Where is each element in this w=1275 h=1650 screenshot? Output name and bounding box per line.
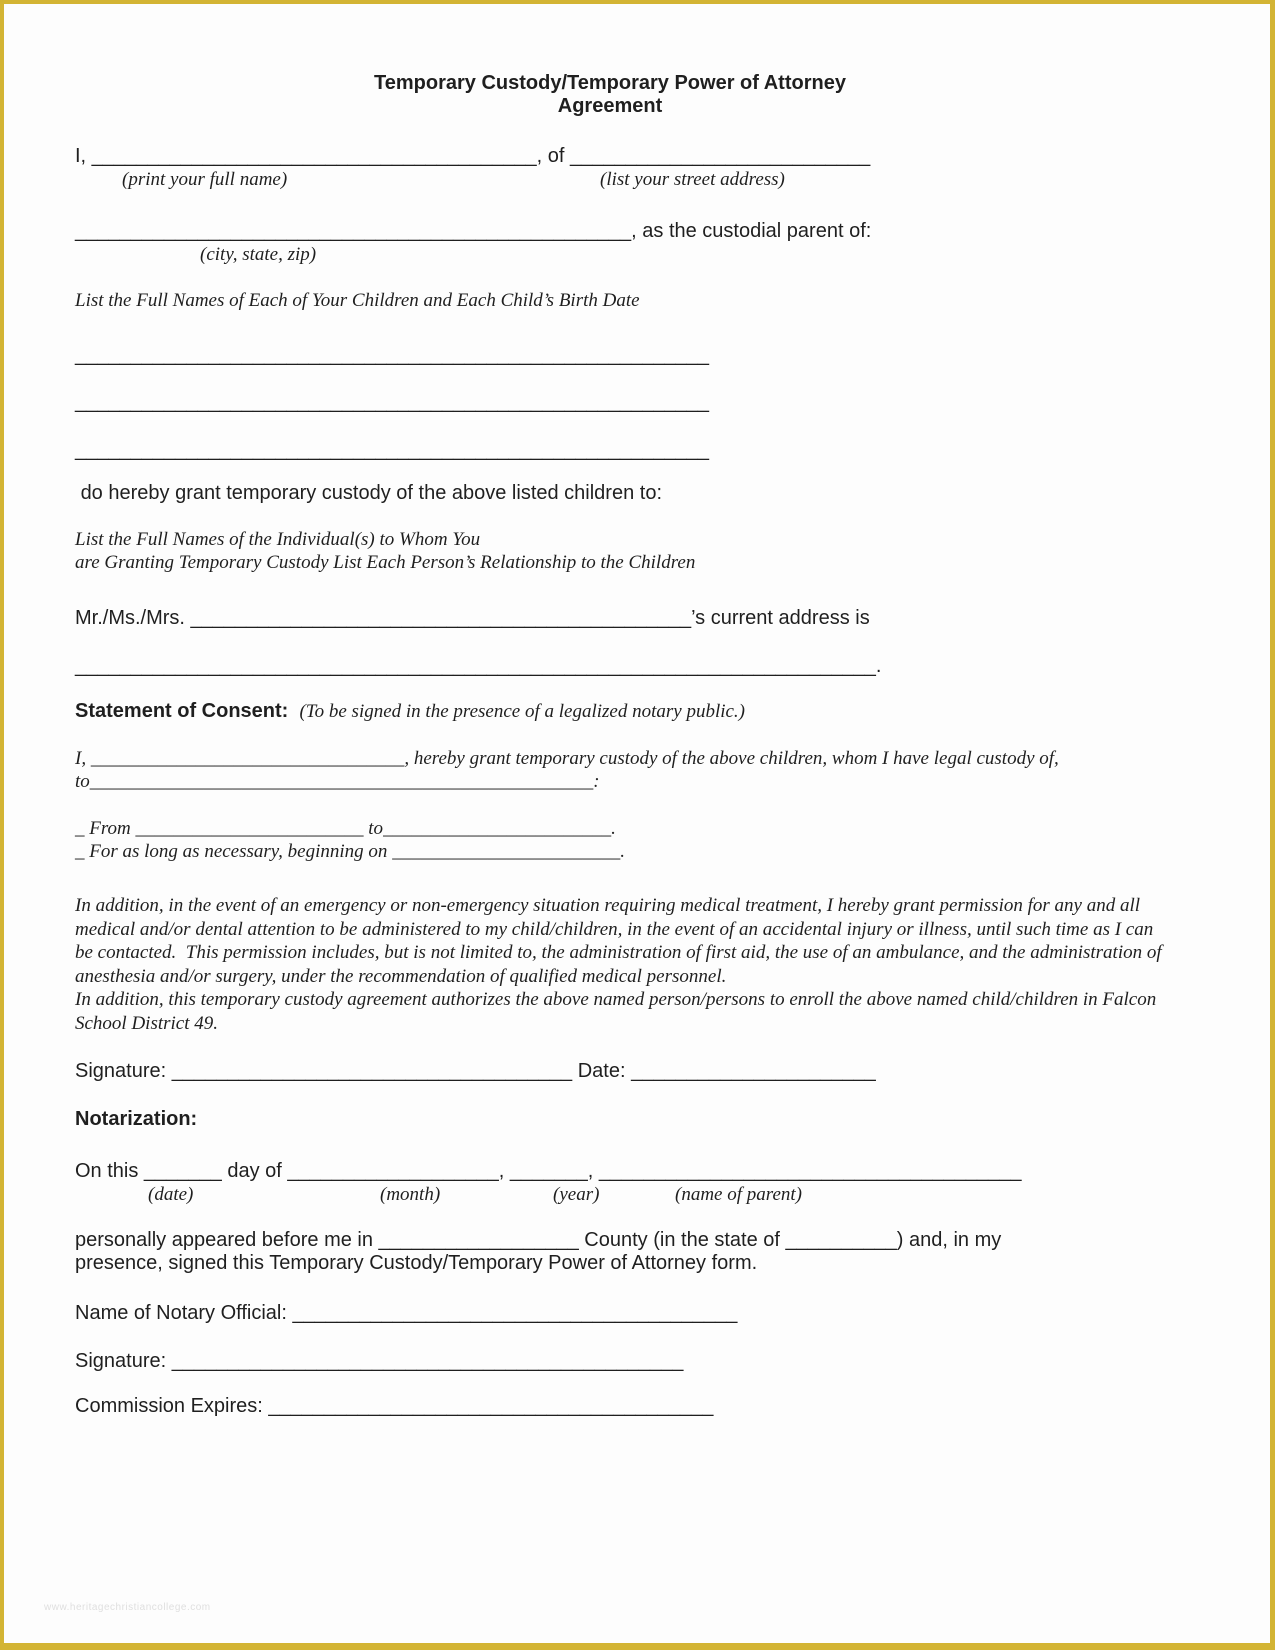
city-state-zip-blank: __________________________________________________ (75, 220, 632, 242)
school-enrollment-text: In addition, this temporary custody agreement authorizes the above named person/persons to enroll the above named child/children in Falcon School District 49. (75, 989, 1161, 1034)
month-helper: (month) (380, 1184, 441, 1205)
notary-signature-line (75, 1350, 1145, 1373)
full-name-blank: ________________________________________ (91, 145, 537, 167)
city-state-zip-line (75, 220, 1145, 243)
watermark-url: www.heritagechristiancollege.com (44, 1602, 211, 1613)
grant-custody-line: do hereby grant temporary custody of the above listed children to: (75, 482, 663, 504)
state-blank: __________ (785, 1229, 897, 1251)
appeared-line1 (75, 1229, 1145, 1252)
street-address-blank: ___________________________ (569, 145, 871, 167)
onthis-label: On this (75, 1160, 144, 1182)
consent-to-text: to (75, 771, 90, 792)
appeared-closing-text: ) and, in my (896, 1229, 1002, 1251)
year-helper: (year) (553, 1184, 600, 1205)
duration-options-block (75, 817, 1145, 863)
notary-official-blank: ________________________________________ (292, 1302, 738, 1324)
medical-authorization-paragraph (75, 894, 1167, 1035)
consent-parent-name-blank: _________________________________ (90, 748, 405, 769)
to-date-blank: ________________________ (383, 818, 612, 839)
salutation-text: Mr./Ms./Mrs. (75, 607, 191, 629)
print-full-name-helper: (print your full name) (122, 169, 288, 190)
city-helper-row (75, 243, 1145, 266)
notary-date-line (75, 1160, 1145, 1183)
consent-grantee-blank: _____________________________________________________ (89, 771, 594, 792)
guardian-address-line (75, 655, 1145, 678)
consent-grant-block (75, 747, 1145, 793)
aslong-line-period: . (620, 841, 625, 862)
to-label: to (363, 818, 384, 839)
county-state-text: County (in the state of (578, 1229, 786, 1251)
consent-grant-text: , hereby grant temporary custody of the above children, whom I have legal custody of, (404, 748, 1059, 769)
title-line1: Temporary Custody/Temporary Power of Attorney (374, 72, 846, 94)
signature-blank: ____________________________________ (171, 1060, 573, 1082)
appeared-line2: presence, signed this Temporary Custody/Temporary Power of Attorney form. (75, 1252, 758, 1274)
notary-official-line (75, 1302, 1145, 1325)
consent-section-heading (75, 700, 1145, 723)
appeared-text: personally appeared before me in (75, 1229, 379, 1251)
notary-year-blank: _______ (509, 1160, 588, 1182)
notary-official-label: Name of Notary Official: (75, 1302, 293, 1324)
street-address-helper: (list your street address) (600, 169, 785, 190)
title-line2: Agreement (557, 95, 663, 117)
notary-signature-blank: ______________________________________________ (171, 1350, 684, 1372)
from-date-blank: ________________________ (135, 818, 364, 839)
child-name-line-2: _________________________________________________________ (75, 391, 710, 413)
beginning-date-blank: ________________________ (392, 841, 621, 862)
comma: , (498, 1160, 510, 1182)
consent-heading-note: (To be signed in the presence of a legalized notary public.) (299, 701, 746, 722)
dayof-label: day of (221, 1160, 288, 1182)
commission-blank: ________________________________________ (268, 1395, 714, 1417)
appeared-block (75, 1229, 1145, 1275)
from-checkbox-blank: _ (75, 818, 90, 839)
child-name-line-1: _________________________________________________________ (75, 344, 710, 366)
comma: , (587, 1160, 599, 1182)
individuals-heading-line2: are Granting Temporary Custody List Each Person’s Relationship to the Children (75, 552, 696, 573)
duration-aslong-line (75, 840, 1145, 863)
name-address-line (75, 145, 1145, 168)
guardian-address-blank: ________________________________________________________________________ (75, 655, 876, 677)
consent-grant-line2 (75, 770, 1145, 793)
commission-label: Commission Expires: (75, 1395, 269, 1417)
parent-name-helper: (name of parent) (675, 1184, 802, 1205)
from-line-period: . (611, 818, 616, 839)
intro-prefix: I, (75, 145, 92, 167)
notary-month-blank: ___________________ (287, 1160, 499, 1182)
county-blank: __________________ (378, 1229, 579, 1251)
date-helper: (date) (148, 1184, 194, 1205)
address-line-period: . (875, 655, 882, 677)
intro-of: , of (536, 145, 570, 167)
date-label: Date: (572, 1060, 632, 1082)
document-content (4, 72, 1270, 1418)
notary-day-blank: _______ (143, 1160, 222, 1182)
child-name-line-3: _________________________________________________________ (75, 439, 710, 461)
custodial-parent-text: , as the custodial parent of: (631, 220, 872, 242)
consent-heading-label: Statement of Consent: (75, 700, 289, 722)
signature-label: Signature: (75, 1060, 172, 1082)
notarization-heading: Notarization: (75, 1108, 198, 1130)
consent-colon: : (593, 771, 600, 792)
guardian-name-blank: _____________________________________________ (190, 607, 692, 629)
current-address-text: ’s current address is (691, 607, 870, 629)
consent-i-text: I, (75, 748, 91, 769)
individuals-heading (75, 528, 1145, 574)
commission-expires-line (75, 1395, 1145, 1418)
guardian-name-line (75, 607, 1145, 630)
notary-date-helpers (75, 1183, 1145, 1206)
document-title (75, 72, 1145, 118)
duration-from-line (75, 817, 1145, 840)
signature-date-line (75, 1060, 1145, 1083)
aslong-label: For as long as necessary, beginning on (89, 841, 393, 862)
notary-signature-label: Signature: (75, 1350, 172, 1372)
aslong-checkbox-blank: _ (75, 841, 90, 862)
individuals-heading-line1: List the Full Names of the Individual(s) to Whom You (75, 529, 481, 550)
date-blank: ______________________ (631, 1060, 876, 1082)
children-list-heading: List the Full Names of Each of Your Children and Each Child’s Birth Date (75, 290, 640, 311)
city-state-zip-helper: (city, state, zip) (200, 244, 317, 265)
name-address-helpers (75, 168, 1145, 191)
consent-grant-line1 (75, 747, 1145, 770)
from-label: From (89, 818, 136, 839)
spacer (288, 700, 299, 722)
medical-permission-text: In addition, in the event of an emergency or non-emergency situation requiring medical treatment, I hereby grant permission for any and all medical and/or dental attention to be administered to my child/children, in the event of an accidental injury or illness, until such time as I can be contacted. This permission includes, but is not limited to, the administration of first aid, the use of an ambulance, and the administration of anesthesia and/or surgery, under the recommendation of qualified medical personnel. (75, 895, 1167, 987)
parent-name-blank: ______________________________________ (598, 1160, 1022, 1182)
